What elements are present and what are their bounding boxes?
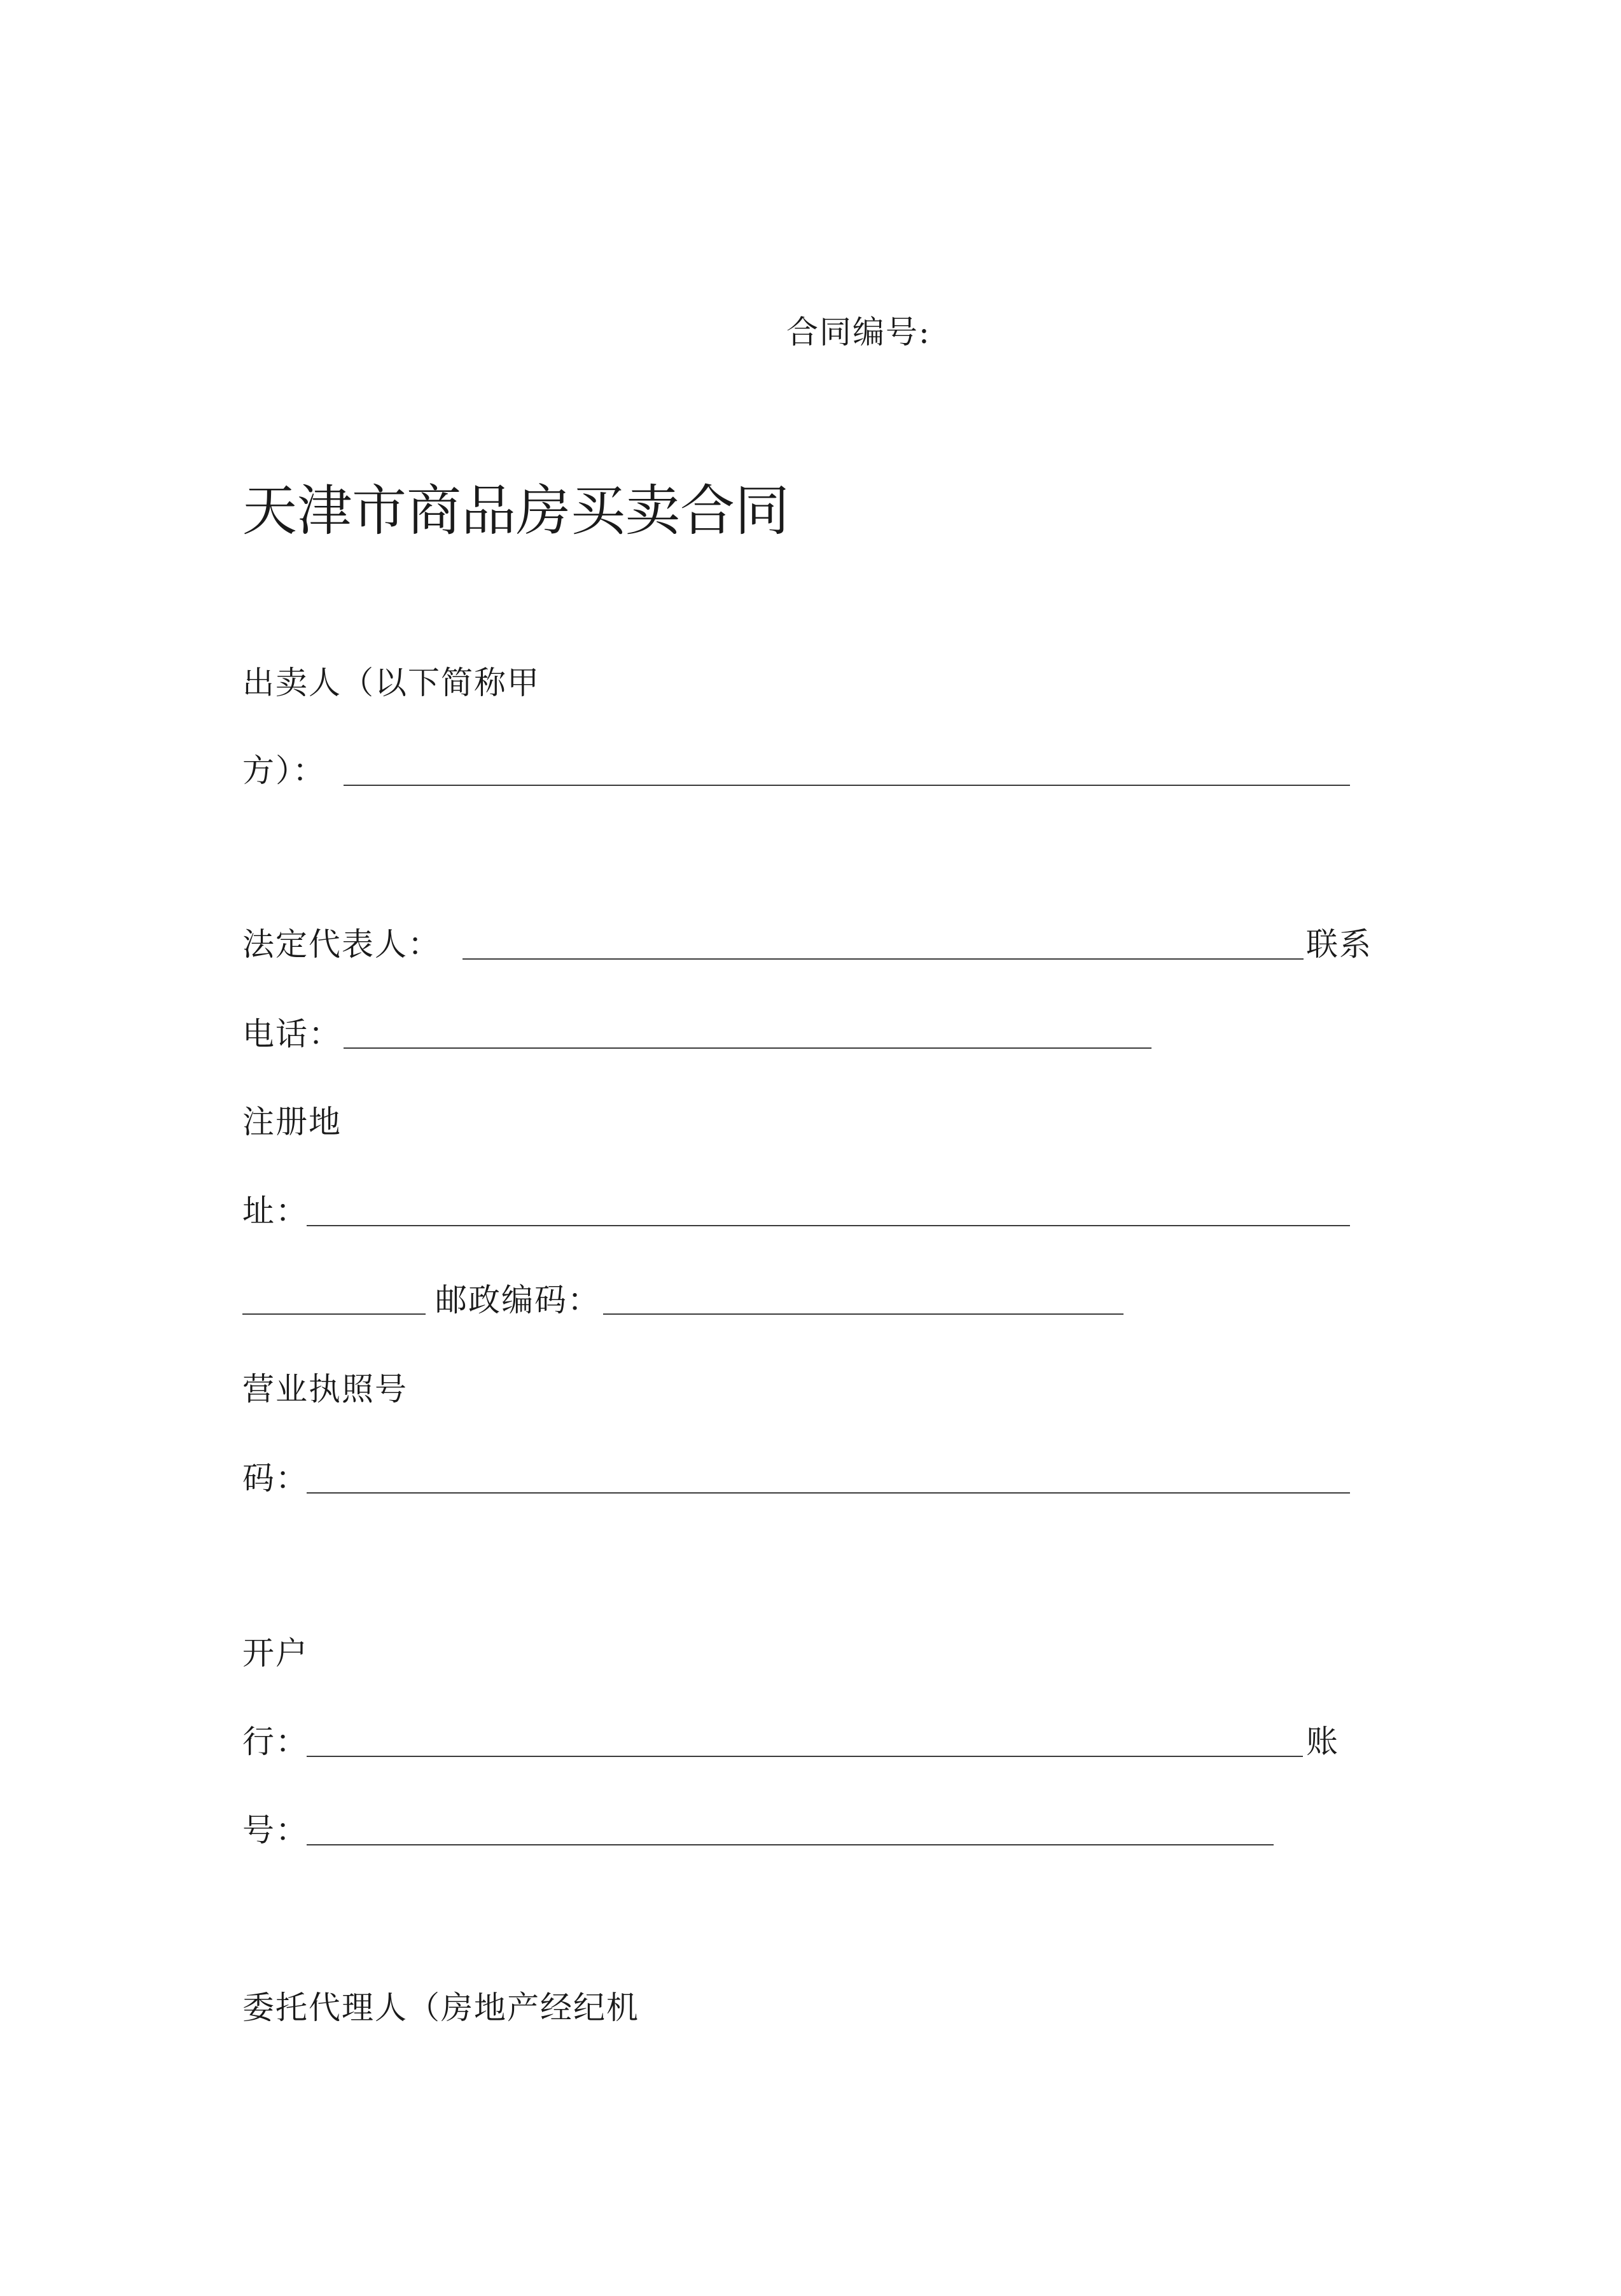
postal-code-field[interactable]: [603, 1313, 1124, 1315]
account-label-part2: 号：: [242, 1812, 309, 1849]
registered-address-field[interactable]: [307, 1225, 1350, 1226]
contract-number-label: 合同编号:: [786, 314, 931, 351]
contact-label-part1: 联系: [1306, 926, 1372, 963]
seller-label-line2: 方）：: [242, 752, 326, 789]
business-license-label-line1: 营业执照号: [242, 1371, 408, 1408]
bank-label-line1: 开户: [242, 1635, 309, 1672]
registered-address-label-line2: 址：: [242, 1193, 309, 1229]
contact-label-part2: 电话：: [242, 1016, 342, 1053]
contact-phone-field[interactable]: [344, 1047, 1151, 1049]
page-title: 天津市商品房买卖合同: [242, 479, 790, 543]
seller-field[interactable]: [344, 785, 1350, 786]
seller-label-line1: 出卖人（以下简称甲: [242, 664, 540, 701]
account-number-field[interactable]: [307, 1844, 1274, 1845]
bank-label-line2: 行：: [242, 1723, 309, 1760]
postal-code-label: 邮政编码：: [435, 1282, 601, 1319]
business-license-field[interactable]: [307, 1492, 1350, 1494]
legal-representative-field[interactable]: [463, 958, 1304, 960]
business-license-label-line2: 码：: [242, 1460, 309, 1497]
bank-field[interactable]: [307, 1756, 1303, 1757]
account-label-part1: 账: [1306, 1723, 1339, 1760]
agent-label: 委托代理人（房地产经纪机: [242, 1989, 639, 2026]
legal-representative-label: 法定代表人：: [242, 926, 441, 963]
registered-address-field-continued[interactable]: [242, 1313, 426, 1315]
registered-address-label-line1: 注册地: [242, 1103, 342, 1140]
